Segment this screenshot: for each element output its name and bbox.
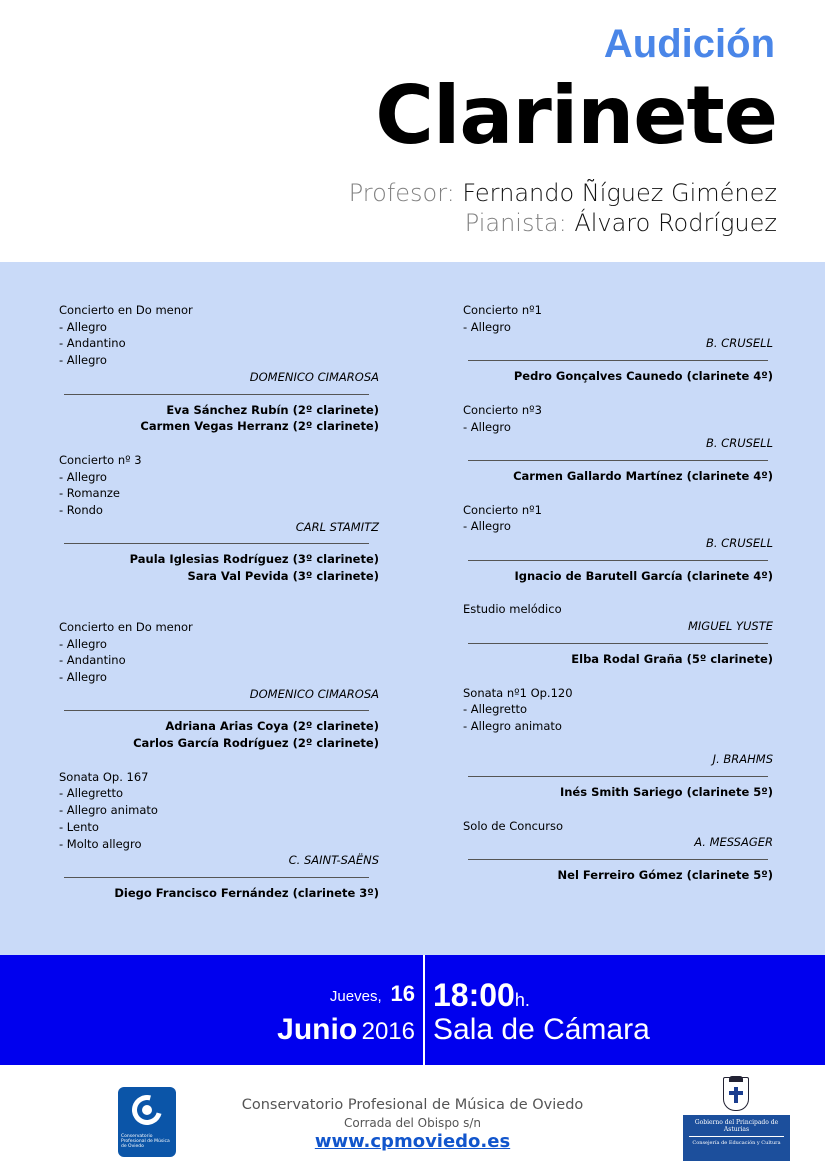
program-panel bbox=[0, 262, 825, 955]
piece-movement: - Allegro bbox=[59, 353, 107, 368]
piece-title: Solo de Concurso bbox=[463, 818, 563, 833]
event-month: Junio bbox=[277, 1013, 358, 1046]
spacer bbox=[463, 668, 773, 685]
composer: B. CRUSELL bbox=[705, 536, 773, 551]
gobierno-plate bbox=[683, 1115, 790, 1161]
piece-movement: - Romanze bbox=[59, 486, 120, 501]
piece-movement: - Lento bbox=[59, 819, 99, 834]
gobierno-line2: Consejería de Educación y Cultura bbox=[692, 1140, 781, 1146]
divider-rule bbox=[64, 877, 369, 878]
program-piece bbox=[59, 619, 379, 769]
program-piece bbox=[463, 402, 773, 502]
performer: Ignacio de Barutell García (clarinete 4º) bbox=[514, 568, 773, 583]
performer: Inés Smith Sariego (clarinete 5º) bbox=[559, 785, 773, 800]
performer: Paula Iglesias Rodríguez (3º clarinete) bbox=[129, 552, 379, 567]
divider-rule bbox=[64, 710, 369, 711]
performer: Sara Val Pevida (3º clarinete) bbox=[187, 569, 379, 584]
spacer bbox=[463, 801, 773, 818]
spacer bbox=[463, 735, 773, 752]
program-piece bbox=[59, 302, 379, 452]
divider-rule bbox=[468, 859, 768, 860]
composer: DOMENICO CIMAROSA bbox=[249, 686, 379, 701]
event-year: 2016 bbox=[361, 1018, 415, 1045]
composer: DOMENICO CIMAROSA bbox=[249, 369, 379, 384]
piece-movement: - Allegro animato bbox=[463, 718, 562, 733]
piece-movement: - Andantino bbox=[59, 653, 126, 668]
cross-icon bbox=[734, 1087, 738, 1103]
footer bbox=[0, 1065, 825, 1168]
divider-rule bbox=[468, 643, 768, 644]
piece-title: Concierto nº1 bbox=[463, 502, 542, 517]
piece-title: Estudio melódico bbox=[463, 602, 562, 617]
composer: A. MESSAGER bbox=[694, 835, 773, 850]
profesor-name: Fernando Ñíguez Giménez bbox=[462, 179, 777, 207]
pianista-name: Álvaro Rodríguez bbox=[574, 209, 777, 237]
staff-credits bbox=[349, 178, 777, 238]
composer: B. CRUSELL bbox=[705, 436, 773, 451]
piece-movement: - Rondo bbox=[59, 503, 103, 518]
spacer bbox=[463, 584, 773, 601]
pianista-line bbox=[349, 208, 777, 238]
spacer bbox=[59, 585, 379, 619]
piece-title: Concierto en Do menor bbox=[59, 303, 193, 317]
gobierno-line1: Gobierno del Principado de Asturias bbox=[694, 1119, 779, 1133]
performer: Pedro Gonçalves Caunedo (clarinete 4º) bbox=[513, 369, 773, 384]
piece-title: Concierto en Do menor bbox=[59, 619, 193, 634]
piece-movement: - Allegro bbox=[59, 636, 107, 651]
crest-icon bbox=[723, 1077, 749, 1111]
divider-rule bbox=[468, 460, 768, 461]
composer: C. SAINT-SAËNS bbox=[288, 853, 379, 868]
program-column-right bbox=[463, 302, 773, 884]
divider-rule bbox=[468, 360, 768, 361]
event-month-year bbox=[277, 1013, 415, 1047]
pianista-label: Pianista: bbox=[464, 209, 567, 237]
composer: MIGUEL YUSTE bbox=[687, 619, 773, 634]
event-venue: Sala de Cámara bbox=[433, 1013, 650, 1046]
divider-rule bbox=[64, 543, 369, 544]
program-piece bbox=[59, 452, 379, 619]
program-column-left bbox=[59, 302, 379, 902]
piece-movement: - Allegro bbox=[463, 419, 511, 434]
event-time bbox=[433, 977, 530, 1014]
piece-movement: - Allegro bbox=[59, 669, 107, 684]
composer: J. BRAHMS bbox=[712, 752, 773, 767]
piece-movement: - Allegro bbox=[463, 519, 511, 534]
divider-rule bbox=[468, 560, 768, 561]
band-divider bbox=[423, 955, 425, 1065]
performer: Carmen Vegas Herranz (2º clarinete) bbox=[140, 419, 379, 434]
piece-movement: - Allegretto bbox=[59, 786, 124, 801]
performer: Carlos García Rodríguez (2º clarinete) bbox=[133, 736, 379, 751]
event-time-suffix: h. bbox=[514, 990, 530, 1010]
spacer bbox=[463, 485, 773, 502]
program-piece bbox=[463, 502, 773, 602]
composer: B. CRUSELL bbox=[705, 336, 773, 351]
piece-title: Concierto nº3 bbox=[463, 402, 542, 417]
program-piece bbox=[463, 601, 773, 684]
page-title: Clarinete bbox=[375, 69, 777, 162]
program-piece bbox=[463, 818, 773, 884]
piece-movement: - Allegretto bbox=[463, 702, 528, 717]
program-piece bbox=[59, 769, 379, 902]
event-day bbox=[330, 981, 415, 1007]
program-piece bbox=[463, 302, 773, 402]
piece-title: Concierto nº1 bbox=[463, 303, 542, 317]
performer: Nel Ferreiro Gómez (clarinete 5º) bbox=[557, 868, 773, 883]
event-band bbox=[0, 955, 825, 1065]
profesor-label: Profesor: bbox=[348, 179, 455, 207]
program-piece bbox=[463, 685, 773, 818]
piece-title: Concierto nº 3 bbox=[59, 452, 142, 467]
divider-rule bbox=[64, 394, 369, 395]
piece-title: Sonata nº1 Op.120 bbox=[463, 685, 573, 700]
website-link[interactable]: www.cpmoviedo.es bbox=[314, 1131, 511, 1152]
gobierno-logo bbox=[683, 1077, 790, 1161]
performer: Diego Francisco Fernández (clarinete 3º) bbox=[114, 885, 379, 900]
event-weekday: Jueves, bbox=[329, 988, 382, 1005]
piece-title: Sonata Op. 167 bbox=[59, 769, 149, 784]
logo-caption: Conservatorio Profesional de Música de Oviedo bbox=[121, 1134, 170, 1149]
spacer bbox=[463, 385, 773, 402]
spacer bbox=[59, 435, 379, 452]
profesor-line bbox=[349, 178, 777, 208]
piece-movement: - Andantino bbox=[59, 336, 126, 351]
composer: CARL STAMITZ bbox=[295, 519, 379, 534]
performer: Eva Sánchez Rubín (2º clarinete) bbox=[166, 402, 379, 417]
performer: Elba Rodal Graña (5º clarinete) bbox=[571, 651, 773, 666]
gobierno-separator bbox=[689, 1136, 784, 1137]
piece-movement: - Allegro animato bbox=[59, 803, 158, 818]
piece-movement: - Molto allegro bbox=[59, 836, 142, 851]
event-day-number: 16 bbox=[390, 981, 415, 1006]
institution-address: Corrada del Obispo s/n bbox=[344, 1116, 481, 1130]
event-time-value: 18:00 bbox=[433, 977, 515, 1013]
event-type: Audición bbox=[603, 22, 775, 66]
performer: Adriana Arias Coya (2º clarinete) bbox=[165, 719, 379, 734]
piece-movement: - Allegro bbox=[463, 319, 511, 334]
crown-icon bbox=[729, 1076, 743, 1082]
cross-bar bbox=[729, 1091, 743, 1095]
institution-name: Conservatorio Profesional de Música de Oviedo bbox=[241, 1097, 584, 1113]
performer: Carmen Gallardo Martínez (clarinete 4º) bbox=[513, 468, 773, 483]
divider-rule bbox=[468, 776, 768, 777]
poster-header bbox=[0, 0, 825, 262]
spacer bbox=[59, 752, 379, 769]
piece-movement: - Allegro bbox=[59, 319, 107, 334]
piece-movement: - Allegro bbox=[59, 469, 107, 484]
